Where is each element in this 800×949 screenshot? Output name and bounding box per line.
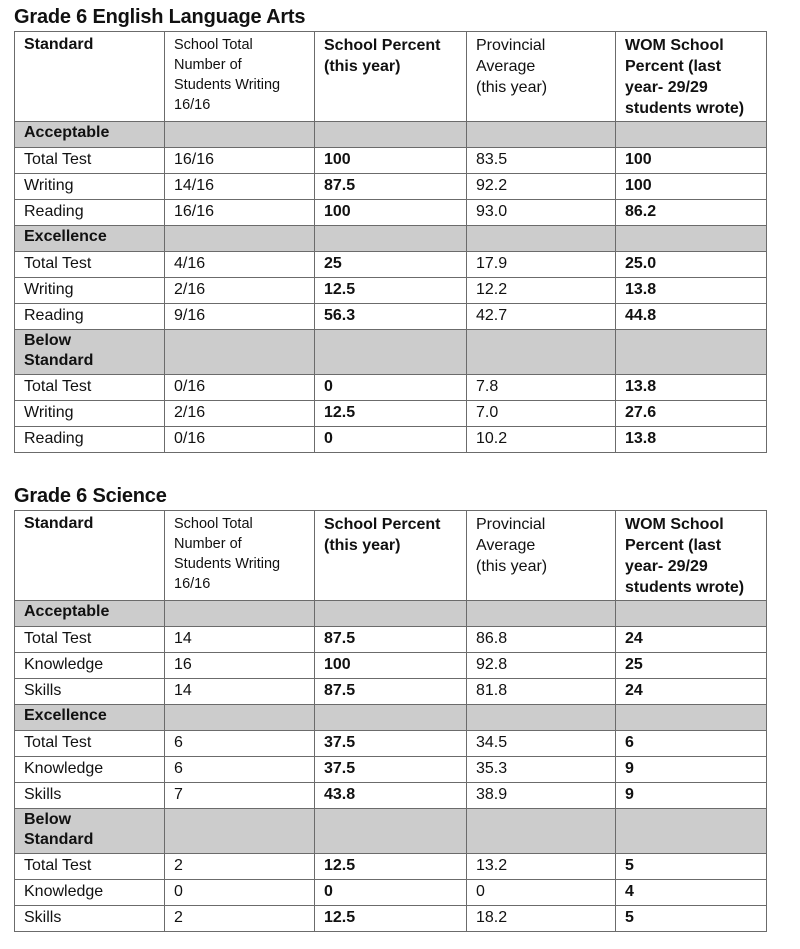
cell-school-total: 6 [165,757,315,783]
group-row [15,330,767,375]
cell-school-total: 0/16 [165,375,315,401]
cell-provincial-average: 12.2 [467,278,616,304]
ela-section [14,4,766,453]
cell-wom-percent: 13.8 [616,427,767,453]
group-label [15,809,165,854]
header-line: Standard [24,352,94,369]
cell-wom-percent: 27.6 [616,401,767,427]
header-line: Below [24,811,72,828]
cell-provincial-average: 38.9 [467,783,616,809]
group-row [15,122,767,148]
cell-provincial-average: 7.0 [467,401,616,427]
cell-wom-percent: 13.8 [616,278,767,304]
cell-standard: Knowledge [15,880,165,906]
header-line: School Percent [324,37,441,54]
cell-wom-percent: 44.8 [616,304,767,330]
group-label [15,122,165,148]
cell-provincial-average: 83.5 [467,148,616,174]
cell-provincial-average: 17.9 [467,252,616,278]
header-standard: Standard [15,511,165,601]
cell-school-total: 14/16 [165,174,315,200]
cell-standard: Knowledge [15,653,165,679]
group-empty-cell [165,330,315,375]
group-empty-cell [315,809,467,854]
cell-school-percent: 0 [315,375,467,401]
cell-school-total: 2 [165,906,315,932]
cell-provincial-average: 81.8 [467,679,616,705]
cell-standard: Writing [15,401,165,427]
header-line: Provincial [476,37,546,54]
cell-school-total: 0 [165,880,315,906]
group-row [15,705,767,731]
table-row [15,427,767,453]
cell-standard: Writing [15,278,165,304]
group-empty-cell [165,601,315,627]
group-empty-cell [467,122,616,148]
cell-provincial-average: 35.3 [467,757,616,783]
cell-wom-percent: 9 [616,783,767,809]
cell-school-total: 2 [165,854,315,880]
table-row [15,401,767,427]
cell-school-total: 16/16 [165,148,315,174]
header-provincial-average [467,32,616,122]
group-empty-cell [315,330,467,375]
cell-standard: Reading [15,427,165,453]
cell-standard: Reading [15,304,165,330]
cell-school-total: 0/16 [165,427,315,453]
group-label [15,226,165,252]
header-line: Acceptable [24,603,110,620]
header-line: students wrote) [625,100,745,117]
science-section [14,483,766,932]
group-empty-cell [467,809,616,854]
group-empty-cell [616,122,767,148]
cell-school-percent: 37.5 [315,731,467,757]
cell-provincial-average: 42.7 [467,304,616,330]
cell-wom-percent: 25 [616,653,767,679]
cell-provincial-average: 93.0 [467,200,616,226]
cell-wom-percent: 100 [616,148,767,174]
cell-school-total: 2/16 [165,401,315,427]
cell-standard: Total Test [15,375,165,401]
header-line: (this year) [324,537,401,554]
table-row [15,375,767,401]
cell-wom-percent: 24 [616,679,767,705]
cell-school-percent: 100 [315,148,467,174]
group-empty-cell [315,226,467,252]
header-line: (this year) [324,58,401,75]
table-row [15,200,767,226]
table-row [15,252,767,278]
header-line: Number of [174,57,242,73]
cell-provincial-average: 10.2 [467,427,616,453]
table-row [15,880,767,906]
header-line: Percent (last [625,537,722,554]
cell-school-percent: 12.5 [315,854,467,880]
cell-wom-percent: 24 [616,627,767,653]
cell-provincial-average: 86.8 [467,627,616,653]
group-label [15,601,165,627]
cell-school-percent: 0 [315,880,467,906]
cell-school-percent: 100 [315,653,467,679]
header-line: Percent (last [625,58,722,75]
cell-school-total: 16 [165,653,315,679]
results-table [14,31,767,453]
cell-standard: Total Test [15,627,165,653]
cell-school-percent: 25 [315,252,467,278]
table-row [15,906,767,932]
header-line: School Total [174,37,253,53]
table-row [15,854,767,880]
header-school-total [165,32,315,122]
cell-wom-percent: 6 [616,731,767,757]
cell-wom-percent: 100 [616,174,767,200]
header-line: WOM School [625,37,724,54]
cell-school-percent: 87.5 [315,174,467,200]
cell-standard: Total Test [15,854,165,880]
table-row [15,653,767,679]
group-empty-cell [315,601,467,627]
cell-school-total: 6 [165,731,315,757]
header-row [15,32,767,122]
cell-school-total: 14 [165,679,315,705]
cell-school-percent: 100 [315,200,467,226]
header-line: (this year) [476,79,548,96]
group-row [15,809,767,854]
cell-wom-percent: 5 [616,906,767,932]
header-line: year- 29/29 [625,558,708,575]
group-empty-cell [616,330,767,375]
table-row [15,679,767,705]
header-line: Excellence [24,228,107,245]
table-row [15,304,767,330]
header-line: Number of [174,536,242,552]
cell-school-percent: 12.5 [315,401,467,427]
group-row [15,601,767,627]
cell-standard: Skills [15,906,165,932]
cell-standard: Writing [15,174,165,200]
cell-school-total: 9/16 [165,304,315,330]
cell-standard: Reading [15,200,165,226]
cell-provincial-average: 0 [467,880,616,906]
header-line: year- 29/29 [625,79,708,96]
cell-standard: Knowledge [15,757,165,783]
header-line: students wrote) [625,579,745,596]
header-line: (this year) [476,558,548,575]
header-line: Provincial [476,516,546,533]
header-standard: Standard [15,32,165,122]
cell-standard: Skills [15,679,165,705]
group-empty-cell [467,705,616,731]
group-empty-cell [315,705,467,731]
cell-standard: Total Test [15,731,165,757]
cell-school-percent: 56.3 [315,304,467,330]
cell-school-total: 4/16 [165,252,315,278]
cell-provincial-average: 92.2 [467,174,616,200]
cell-provincial-average: 34.5 [467,731,616,757]
group-empty-cell [467,601,616,627]
table-row [15,757,767,783]
table-row [15,783,767,809]
header-line: Excellence [24,707,107,724]
group-empty-cell [165,122,315,148]
header-line: WOM School [625,516,724,533]
header-line: Students Writing [174,77,281,93]
group-empty-cell [616,809,767,854]
cell-standard: Skills [15,783,165,809]
cell-school-percent: 87.5 [315,679,467,705]
results-table [14,510,767,932]
cell-school-percent: 0 [315,427,467,453]
cell-school-total: 7 [165,783,315,809]
cell-wom-percent: 4 [616,880,767,906]
cell-wom-percent: 9 [616,757,767,783]
header-row [15,511,767,601]
header-line: Standard [24,831,94,848]
group-empty-cell [165,809,315,854]
header-provincial-average [467,511,616,601]
table-row [15,278,767,304]
header-line: Below [24,332,72,349]
group-label [15,330,165,375]
cell-provincial-average: 92.8 [467,653,616,679]
group-empty-cell [467,330,616,375]
cell-provincial-average: 13.2 [467,854,616,880]
group-row [15,226,767,252]
header-line: School Total [174,516,253,532]
table-row [15,148,767,174]
header-line: Average [476,537,536,554]
group-empty-cell [165,705,315,731]
cell-school-percent: 87.5 [315,627,467,653]
cell-standard: Total Test [15,148,165,174]
cell-provincial-average: 18.2 [467,906,616,932]
table-row [15,174,767,200]
group-empty-cell [616,705,767,731]
header-line: Acceptable [24,124,110,141]
cell-standard: Total Test [15,252,165,278]
header-school-percent [315,32,467,122]
group-empty-cell [165,226,315,252]
cell-wom-percent: 13.8 [616,375,767,401]
cell-wom-percent: 5 [616,854,767,880]
table-title: Grade 6 Science [14,485,167,507]
cell-school-total: 16/16 [165,200,315,226]
header-line: 16/16 [174,97,211,113]
header-school-percent [315,511,467,601]
group-empty-cell [616,601,767,627]
cell-wom-percent: 86.2 [616,200,767,226]
table-title: Grade 6 English Language Arts [14,6,306,28]
cell-school-total: 2/16 [165,278,315,304]
cell-school-percent: 37.5 [315,757,467,783]
header-line: Students Writing [174,556,281,572]
header-school-total [165,511,315,601]
group-empty-cell [467,226,616,252]
table-row [15,731,767,757]
group-empty-cell [616,226,767,252]
cell-school-percent: 12.5 [315,906,467,932]
header-wom-school-percent [616,511,767,601]
header-wom-school-percent [616,32,767,122]
group-empty-cell [315,122,467,148]
cell-school-percent: 43.8 [315,783,467,809]
cell-school-total: 14 [165,627,315,653]
group-label [15,705,165,731]
table-row [15,627,767,653]
header-line: School Percent [324,516,441,533]
cell-school-percent: 12.5 [315,278,467,304]
cell-provincial-average: 7.8 [467,375,616,401]
cell-wom-percent: 25.0 [616,252,767,278]
header-line: 16/16 [174,576,211,592]
header-line: Average [476,58,536,75]
